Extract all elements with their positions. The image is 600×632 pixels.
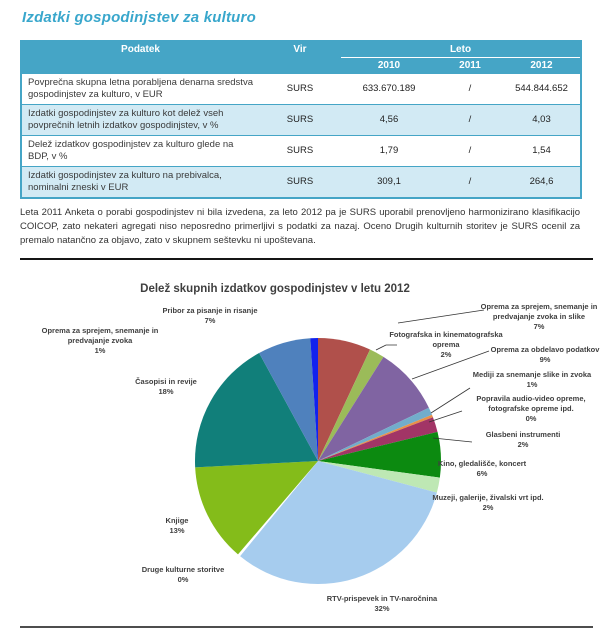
cell-vir: SURS: [259, 167, 341, 199]
cell-vir: SURS: [259, 74, 341, 105]
pie-label-foto-kino-oprema: Fotografska in kinematografska oprema 2%: [389, 330, 503, 359]
table-row: [21, 167, 581, 199]
cell-vir: SURS: [259, 136, 341, 167]
cell-y2010: 1,79: [341, 136, 437, 167]
cell-y2010: 4,56: [341, 105, 437, 136]
cell-y2010: 633.670.189: [341, 74, 437, 105]
cell-y2011: /: [437, 167, 503, 199]
pie-label-oprema-zvok: Oprema za sprejem, snemanje in predvajanje zvoka 1%: [41, 326, 159, 355]
chart-title: Delež skupnih izdatkov gospodinjstev v letu 2012: [140, 283, 410, 295]
cell-podatek: Izdatki gospodinjstev za kulturo na prebivalca, nominalni zneski v EUR: [21, 167, 259, 199]
page-title: Izdatki gospodinjstev za kulturo: [22, 9, 256, 26]
cell-y2010: 309,1: [341, 167, 437, 199]
pie-label-casopisi: Časopisi in revije 18%: [135, 377, 197, 396]
cell-y2012: 264,6: [503, 167, 581, 199]
column-header-2012: 2012: [503, 58, 581, 74]
pie-label-oprema-zvok-slika: Oprema za sprejem, snemanje in predvajanje zvoka in slike 7%: [480, 302, 598, 331]
cell-podatek: Izdatki gospodinjstev za kulturo kot delež vseh povprečnih letnih izdatkov gospodinjstev, v %: [21, 105, 259, 136]
pie-label-mediji: Mediji za snemanje slike in zvoka 1%: [472, 370, 592, 389]
column-header-leto: Leto: [341, 41, 581, 58]
pie-label-pribor: Pribor za pisanje in risanje 7%: [162, 306, 258, 325]
cell-y2011: /: [437, 105, 503, 136]
table-footnote: Leta 2011 Anketa o porabi gospodinjstev ni bila izvedena, za leto 2012 pa je SURS uporabil prenovljeno harmonizirano klasifikacijo COICOP, zato nekateri agregati niso neposredno primerljivi s podatki za nazaj. Oceno Drugih kulturnih storitev je SURS ocenil za premalo natančno za objavo, zato v skupnem seštevku ni upoštevana.: [20, 207, 580, 246]
cell-y2011: /: [437, 74, 503, 105]
culture-expenditure-table: [20, 40, 582, 199]
pie-label-rtv: RTV-prispevek in TV-naročnina 32%: [326, 594, 438, 613]
pie-label-popravila: Popravila audio-video opreme, fotografske opreme ipd. 0%: [476, 394, 586, 423]
leader-line: [431, 388, 470, 413]
pie-label-muzeji: Muzeji, galerije, živalski vrt ipd. 2%: [432, 493, 544, 512]
pie-label-kino: Kino, gledališče, koncert 6%: [437, 459, 527, 478]
table-row: [21, 74, 581, 105]
cell-y2012: 1,54: [503, 136, 581, 167]
table-row: [21, 105, 581, 136]
column-header-vir: Vir: [259, 41, 341, 74]
pie-label-knjige: Knjige 13%: [165, 516, 189, 535]
cell-vir: SURS: [259, 105, 341, 136]
cell-y2012: 544.844.652: [503, 74, 581, 105]
leader-line: [398, 310, 484, 323]
table-row: [21, 136, 581, 167]
cell-podatek: Delež izdatkov gospodinjstev za kulturo glede na BDP, v %: [21, 136, 259, 167]
column-header-podatek: Podatek: [21, 41, 259, 74]
table-body: [21, 74, 581, 199]
cell-y2012: 4,03: [503, 105, 581, 136]
cell-y2011: /: [437, 136, 503, 167]
column-header-2010: 2010: [341, 58, 437, 74]
pie-label-obdelava-podatkov: Oprema za obdelavo podatkov 9%: [490, 345, 600, 364]
bottom-divider-line: [20, 626, 593, 628]
table-header: [21, 41, 581, 74]
pie-label-druge: Druge kulturne storitve 0%: [141, 565, 225, 584]
leader-line: [429, 411, 462, 422]
pie-label-glasbeni: Glasbeni instrumenti 2%: [485, 430, 561, 449]
column-header-2011: 2011: [437, 58, 503, 74]
cell-podatek: Povprečna skupna letna porabljena denarna sredstva gospodinjstev za kulturo, v EUR: [21, 74, 259, 105]
chart-section: [0, 258, 600, 632]
